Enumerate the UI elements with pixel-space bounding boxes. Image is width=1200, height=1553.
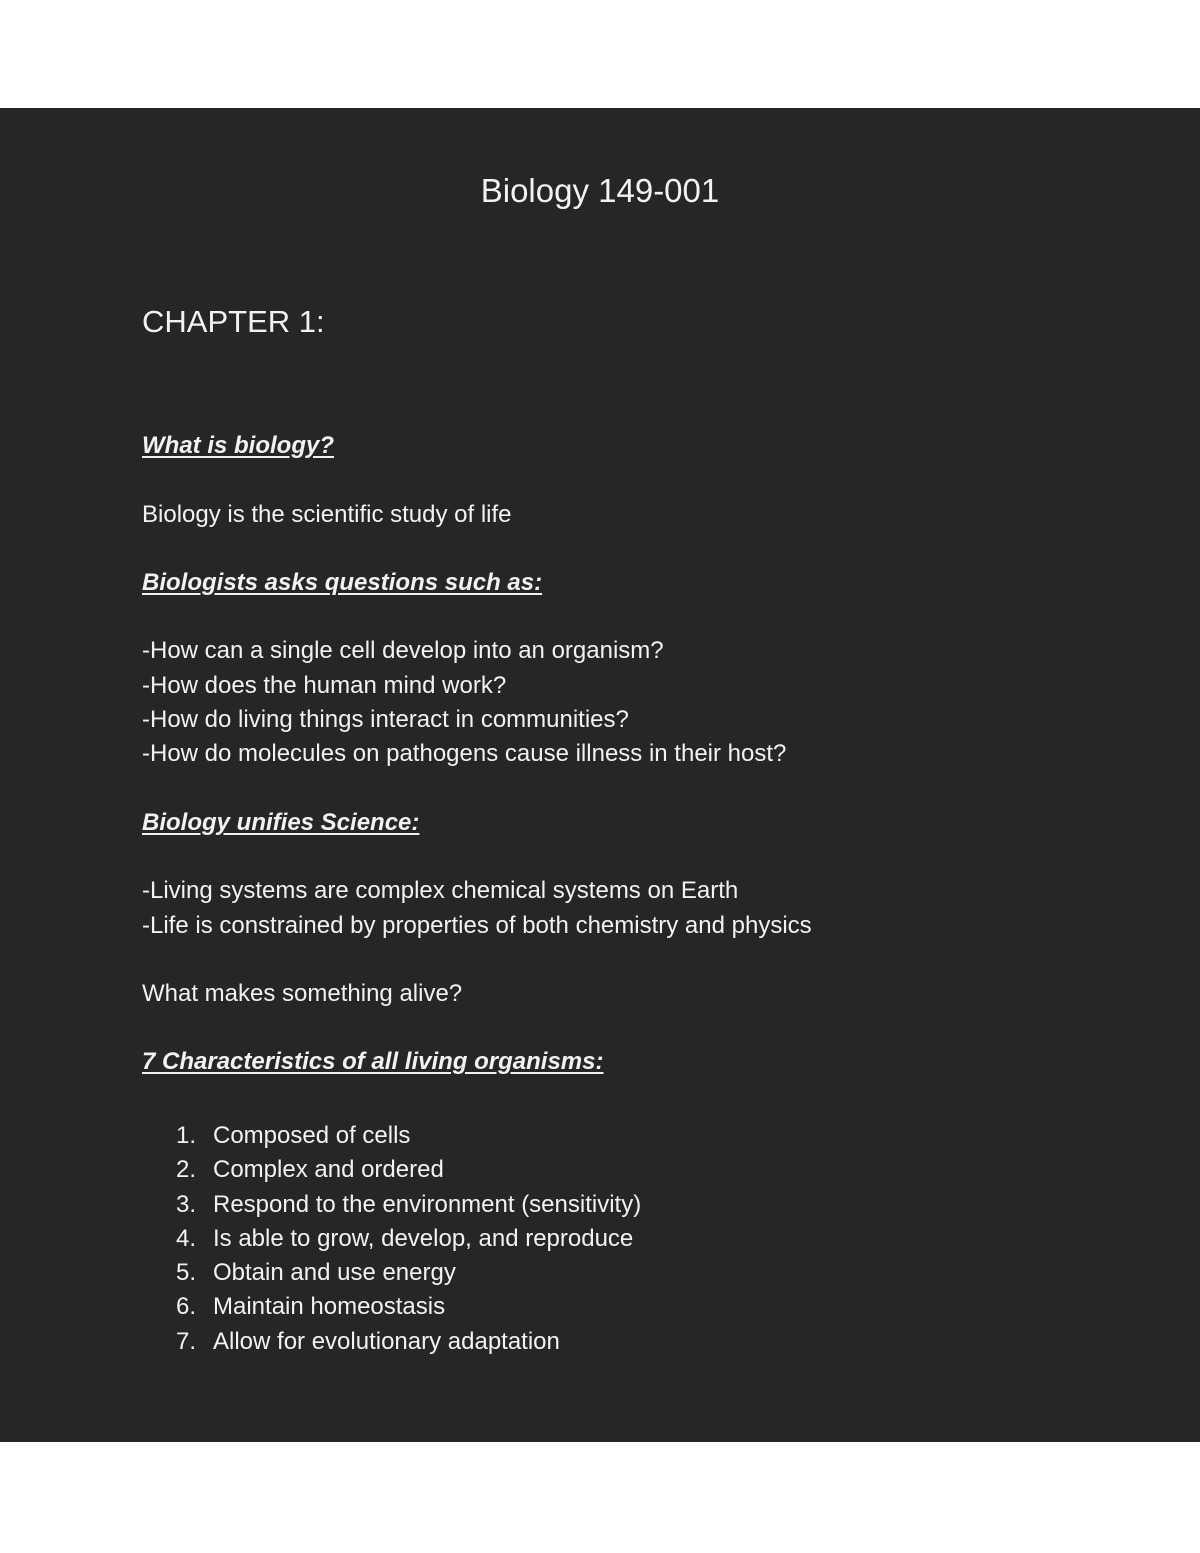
list-item-text: Allow for evolutionary adaptation [213,1327,560,1355]
list-number: 2. [176,1156,197,1184]
list-item-text: Is able to grow, develop, and reproduce [213,1224,634,1252]
list-item-text: Respond to the environment (sensitivity) [213,1190,642,1218]
unifies-heading: Biology unifies Science: [142,809,420,836]
list-number: 5. [176,1259,197,1287]
question-line: -How does the human mind work? [142,672,507,699]
list-item [176,1256,641,1290]
question-line: -How do molecules on pathogens cause illness in their host? [142,740,787,767]
alive-question: What makes something alive? [142,980,463,1007]
list-item-text: Composed of cells [213,1122,411,1149]
list-number: 6. [176,1293,197,1321]
document-title: Biology 149-001 [480,172,720,209]
question-line: -How do living things interact in communities? [142,706,629,733]
unifies-point: -Life is constrained by properties of both chemistry and physics [142,912,812,939]
list-number: 7. [176,1327,197,1355]
chapter-heading: CHAPTER 1: [142,304,325,339]
biology-definition: Biology is the scientific study of life [142,501,512,528]
list-item [176,1188,641,1222]
list-item [176,1290,641,1324]
list-number: 4. [176,1224,197,1252]
questions-heading: Biologists asks questions such as: [142,569,543,596]
list-item [176,1153,641,1187]
what-is-biology-heading: What is biology? [142,432,334,459]
characteristics-list [176,1119,641,1359]
list-item [176,1222,641,1256]
list-item-text: Maintain homeostasis [213,1293,446,1321]
list-item [176,1325,641,1359]
list-number: 3. [176,1190,197,1218]
question-line: -How can a single cell develop into an organism? [142,637,664,664]
list-number: 1. [176,1122,197,1149]
document-page [0,108,1200,1442]
list-item [176,1119,641,1153]
list-item-text: Complex and ordered [213,1156,444,1184]
unifies-point: -Living systems are complex chemical systems on Earth [142,877,739,904]
list-item-text: Obtain and use energy [213,1259,456,1287]
characteristics-heading: 7 Characteristics of all living organisms: [142,1048,604,1075]
